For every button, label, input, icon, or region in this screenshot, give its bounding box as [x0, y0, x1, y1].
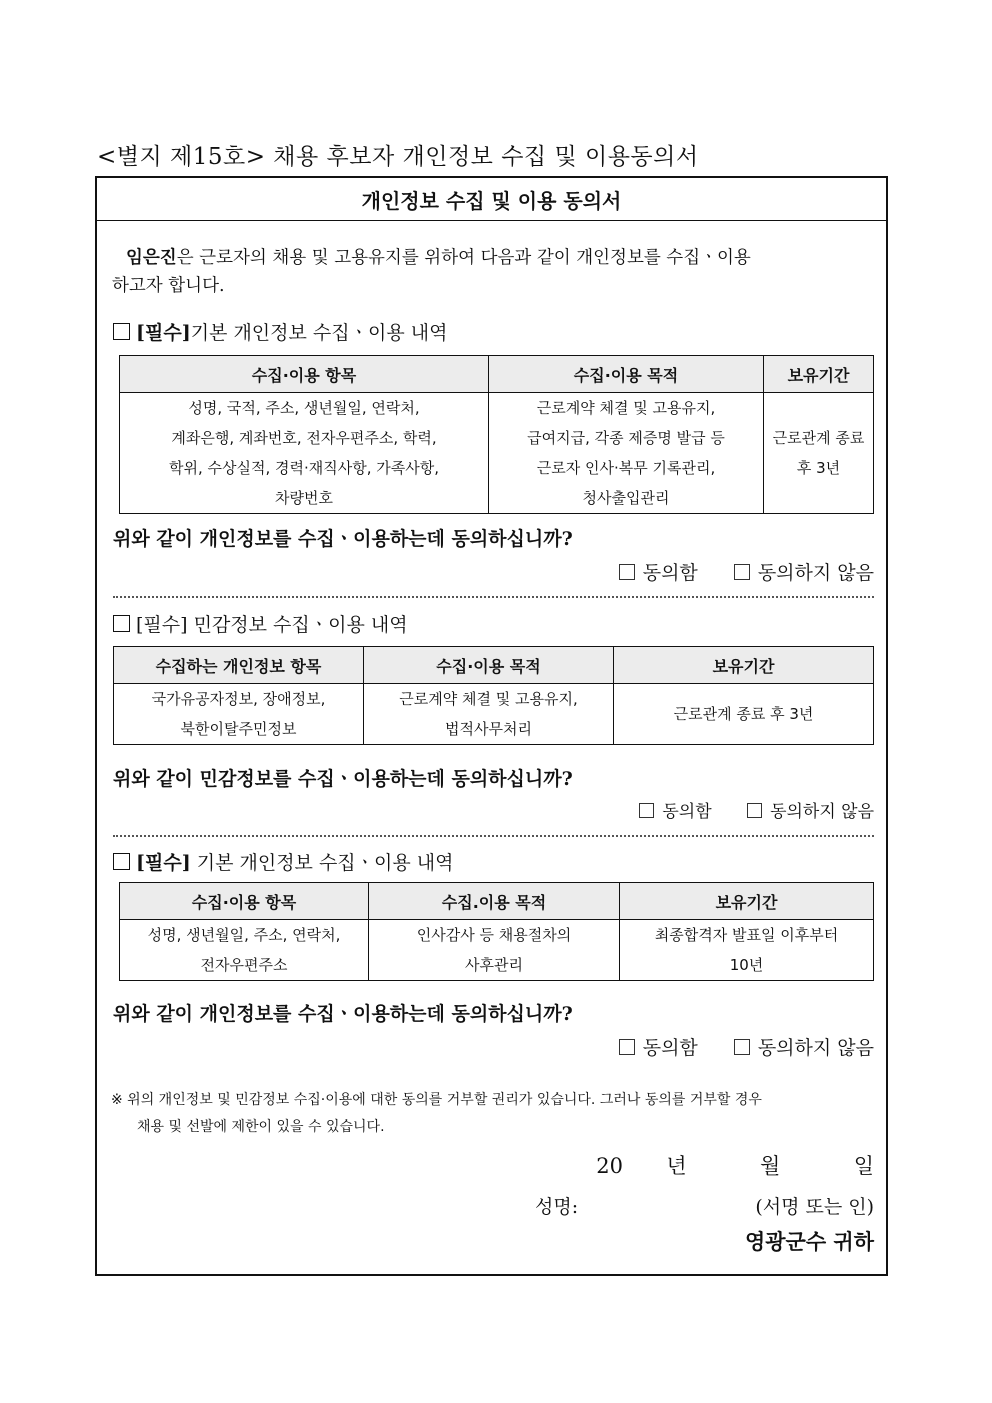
disagree-option[interactable] — [734, 1037, 874, 1059]
section2-heading — [113, 610, 408, 637]
cell-line: 인사감사 등 채용절차의 — [416, 926, 572, 944]
agree-option[interactable] — [619, 562, 698, 584]
items-cell — [120, 920, 369, 981]
retention-cell — [764, 393, 874, 514]
date-line — [596, 1150, 874, 1180]
section1-table — [119, 355, 874, 514]
checkbox-icon[interactable] — [639, 803, 654, 818]
cell-line: 급여지급, 각종 제증명 발급 등 — [527, 429, 725, 447]
table-header-row — [120, 356, 874, 393]
cell-line: 국가유공자정보, 장애정보, — [151, 690, 326, 708]
intro-line-2: 하고자 합니다. — [112, 276, 225, 296]
checkbox-icon[interactable] — [734, 1039, 750, 1055]
checkbox-icon — [113, 323, 130, 340]
section3-title: 기본 개인정보 수집ㆍ이용 내역 — [196, 852, 454, 874]
cell-line: 근로관계 종료 후 3년 — [673, 705, 814, 723]
intro-line-1: 은 근로자의 채용 및 고용유지를 위하여 다음과 같이 개인정보를 수집ㆍ이용 — [176, 248, 751, 268]
agree-option[interactable] — [619, 1037, 698, 1059]
consent-form — [95, 176, 888, 1276]
section3-question: 위와 같이 개인정보를 수집ㆍ이용하는데 동의하십니까? — [113, 1003, 573, 1025]
retention-cell — [614, 684, 874, 745]
section2-question: 위와 같이 민감정보를 수집ㆍ이용하는데 동의하십니까? — [113, 768, 573, 790]
disagree-option[interactable] — [734, 562, 874, 584]
header-cell: 수집·이용 항목 — [120, 883, 369, 920]
section2-title: 민감정보 수집ㆍ이용 내역 — [193, 614, 408, 636]
disagree-label: 동의하지 않음 — [770, 802, 874, 822]
section2-tag: [필수] — [136, 614, 188, 636]
cell-line: 최종합격자 발표일 이후부터 — [654, 926, 839, 944]
section2-table — [113, 646, 874, 745]
checkbox-icon[interactable] — [734, 564, 750, 580]
cell-line: 계좌은행, 계좌번호, 전자우편주소, 학력, — [171, 429, 437, 447]
checkbox-icon[interactable] — [619, 564, 635, 580]
retention-cell — [620, 920, 874, 981]
section3-heading — [113, 848, 453, 875]
cell-line: 10년 — [729, 956, 764, 974]
table-row — [120, 920, 874, 981]
form-number-header: <별지 제15호> 채용 후보자 개인정보 수집 및 이용동의서 — [97, 144, 699, 170]
year-prefix: 20 — [596, 1154, 623, 1178]
checkbox-icon[interactable] — [747, 803, 762, 818]
header-cell: 수집·이용 목적 — [489, 356, 764, 393]
header-cell: 보유기간 — [620, 883, 874, 920]
cell-line: 성명, 국적, 주소, 생년월일, 연락처, — [188, 399, 420, 417]
items-cell — [120, 393, 489, 514]
section1-question: 위와 같이 개인정보를 수집ㆍ이용하는데 동의하십니까? — [113, 528, 573, 550]
cell-line: 학위, 수상실적, 경력·재직사항, 가족사항, — [169, 459, 439, 477]
checkbox-icon — [113, 615, 130, 632]
section2-answers — [609, 797, 874, 822]
cell-line: 성명, 생년월일, 주소, 연락처, — [147, 926, 341, 944]
cell-line: 전자우편주소 — [200, 956, 288, 974]
day-unit: 일 — [853, 1154, 874, 1178]
dotted-divider — [113, 596, 874, 598]
checkbox-icon — [113, 853, 130, 870]
addressee: 영광군수 귀하 — [744, 1229, 874, 1254]
section1-tag: [필수] — [136, 322, 191, 344]
disagree-option[interactable] — [747, 802, 874, 822]
cell-line: 근로관계 종료 — [772, 429, 865, 447]
month-unit: 월 — [760, 1154, 781, 1178]
cell-line: 차량번호 — [275, 489, 333, 507]
section3-tag: [필수] — [136, 852, 191, 874]
dotted-divider — [113, 835, 874, 837]
table-row — [114, 684, 874, 745]
header-cell: 수집하는 개인정보 항목 — [114, 647, 364, 684]
intro-paragraph — [112, 244, 874, 300]
cell-line: 법적사무처리 — [445, 720, 532, 738]
employer-name: 임은진 — [126, 248, 177, 268]
table-header-row — [114, 647, 874, 684]
cell-line: 근로자 인사·복무 기록관리, — [536, 459, 716, 477]
purpose-cell — [364, 684, 614, 745]
form-title: 개인정보 수집 및 이용 동의서 — [97, 178, 886, 221]
header-cell: 수집.이용 목적 — [369, 883, 620, 920]
refusal-notice — [111, 1087, 874, 1141]
header-cell: 수집·이용 목적 — [364, 647, 614, 684]
agree-label: 동의함 — [662, 802, 712, 822]
signature-hint: (서명 또는 인) — [755, 1196, 874, 1218]
purpose-cell — [489, 393, 764, 514]
section1-heading — [113, 318, 447, 345]
cell-line: 근로계약 체결 및 고용유지, — [536, 399, 716, 417]
cell-line: 청사출입관리 — [582, 489, 670, 507]
disagree-label: 동의하지 않음 — [757, 562, 874, 584]
year-unit: 년 — [666, 1154, 687, 1178]
signature-label: 성명: — [535, 1196, 579, 1218]
purpose-cell — [369, 920, 620, 981]
table-row — [120, 393, 874, 514]
agree-label: 동의함 — [642, 562, 698, 584]
table-header-row — [120, 883, 874, 920]
agree-option[interactable] — [639, 802, 711, 822]
cell-line: 후 3년 — [796, 459, 841, 477]
cell-line: 근로계약 체결 및 고용유지, — [399, 690, 578, 708]
section1-answers — [589, 558, 874, 585]
disagree-label: 동의하지 않음 — [757, 1037, 874, 1059]
header-cell: 보유기간 — [764, 356, 874, 393]
notice-line-1: ※ 위의 개인정보 및 민감정보 수집·이용에 대한 동의를 거부할 권리가 있습니다. 그러나 동의를 거부할 경우 — [111, 1092, 762, 1108]
items-cell — [114, 684, 364, 745]
header-cell: 보유기간 — [614, 647, 874, 684]
header-cell: 수집·이용 항목 — [120, 356, 489, 393]
agree-label: 동의함 — [642, 1037, 698, 1059]
section1-title: 기본 개인정보 수집ㆍ이용 내역 — [190, 322, 448, 344]
section3-answers — [589, 1033, 874, 1060]
cell-line: 북한이탈주민정보 — [180, 720, 297, 738]
cell-line: 사후관리 — [465, 956, 523, 974]
checkbox-icon[interactable] — [619, 1039, 635, 1055]
section3-table — [119, 882, 874, 981]
notice-line-2: 채용 및 선발에 제한이 있을 수 있습니다. — [137, 1119, 385, 1135]
